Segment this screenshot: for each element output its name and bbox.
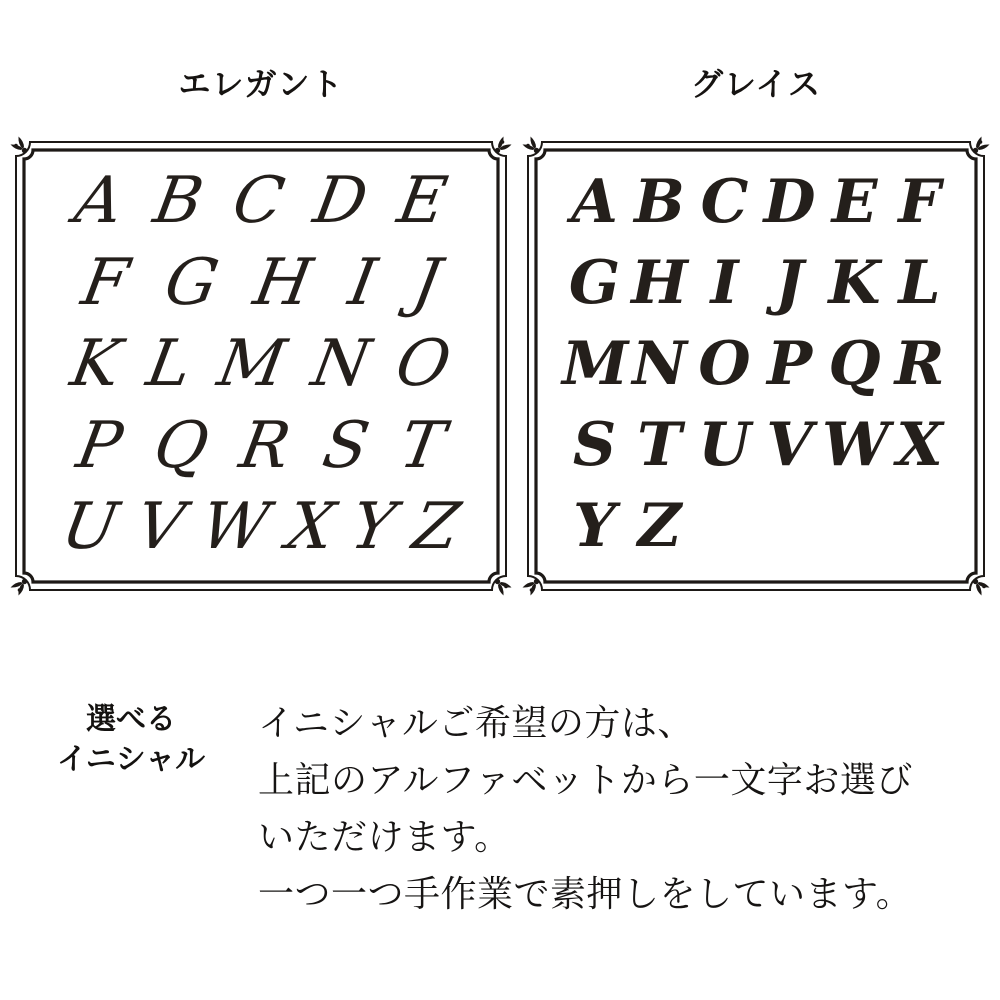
letter: L [141, 327, 198, 401]
panel-grace [526, 140, 986, 592]
letter: J [407, 245, 446, 320]
letter: Z [637, 491, 682, 561]
alphabet-row [14, 490, 508, 564]
letter: X [896, 410, 943, 480]
letter: W [822, 410, 890, 480]
letter: U [56, 490, 124, 564]
alphabet-row [14, 327, 508, 401]
letter: N [306, 327, 376, 401]
caption-body-line: イニシャルご希望の方は、 [258, 702, 694, 743]
alphabet-row [526, 245, 986, 321]
letter: U [698, 410, 751, 480]
letter: H [631, 248, 688, 318]
panel-title-grace: グレイス [690, 66, 822, 102]
letter: H [248, 245, 318, 320]
letter: E [831, 167, 878, 237]
letter: F [76, 245, 134, 320]
letter: S [572, 410, 617, 480]
letter: K [828, 248, 881, 318]
letter: B [634, 167, 685, 237]
letter: P [766, 329, 813, 399]
caption-label-line: イニシャル [56, 743, 206, 776]
letter: K [65, 327, 127, 401]
letter: X [280, 490, 340, 564]
letter: Q [148, 408, 214, 483]
letter: D [763, 167, 816, 237]
caption-body-line: いただけます。 [258, 816, 511, 857]
alphabet-row [14, 409, 508, 483]
alphabet-row [14, 164, 508, 238]
letter: B [148, 164, 209, 238]
letter: N [632, 329, 687, 399]
alphabet-row [526, 488, 986, 564]
alphabet-elegant [14, 164, 508, 564]
letter: F [898, 167, 941, 237]
panel-title-elegant: エレガント [178, 66, 344, 102]
caption-body-line: 上記のアルファベットから一文字お選び [258, 759, 913, 800]
alphabet-row [526, 164, 986, 240]
letter: C [700, 167, 749, 237]
letter: J [775, 248, 804, 318]
alphabet-row [14, 246, 508, 320]
alphabet-row [526, 326, 986, 402]
letter: P [71, 408, 128, 483]
letter: O [390, 327, 457, 401]
caption-label [46, 700, 216, 780]
caption-label-line: 選べる [86, 703, 176, 736]
letter: Y [345, 490, 402, 564]
letter: T [637, 410, 682, 480]
letter: R [234, 408, 297, 483]
letter: L [898, 248, 941, 318]
caption-body [258, 694, 958, 922]
letter: G [568, 248, 621, 318]
panel-elegant [14, 140, 508, 592]
letter: G [159, 245, 224, 320]
caption-body-line: 一つ一つ手作業で素押しをしています。 [258, 873, 913, 914]
letter: O [698, 329, 751, 399]
letter: A [571, 167, 618, 237]
letter: M [212, 327, 292, 401]
letter: M [562, 329, 629, 399]
letter: W [195, 490, 275, 564]
letter: D [308, 164, 374, 238]
letter: V [766, 410, 813, 480]
letter: C [227, 164, 290, 238]
letter: S [317, 408, 374, 483]
letter: E [392, 164, 453, 238]
alphabet-grace [526, 164, 986, 564]
letter: Z [407, 490, 466, 564]
letter: I [343, 245, 382, 320]
letter: Q [828, 329, 881, 399]
alphabet-row [526, 407, 986, 483]
letter: T [394, 408, 451, 483]
letter: I [710, 248, 739, 318]
letter: V [130, 490, 190, 564]
letter: R [894, 329, 945, 399]
letter: Y [573, 491, 616, 561]
letter: A [69, 164, 130, 238]
